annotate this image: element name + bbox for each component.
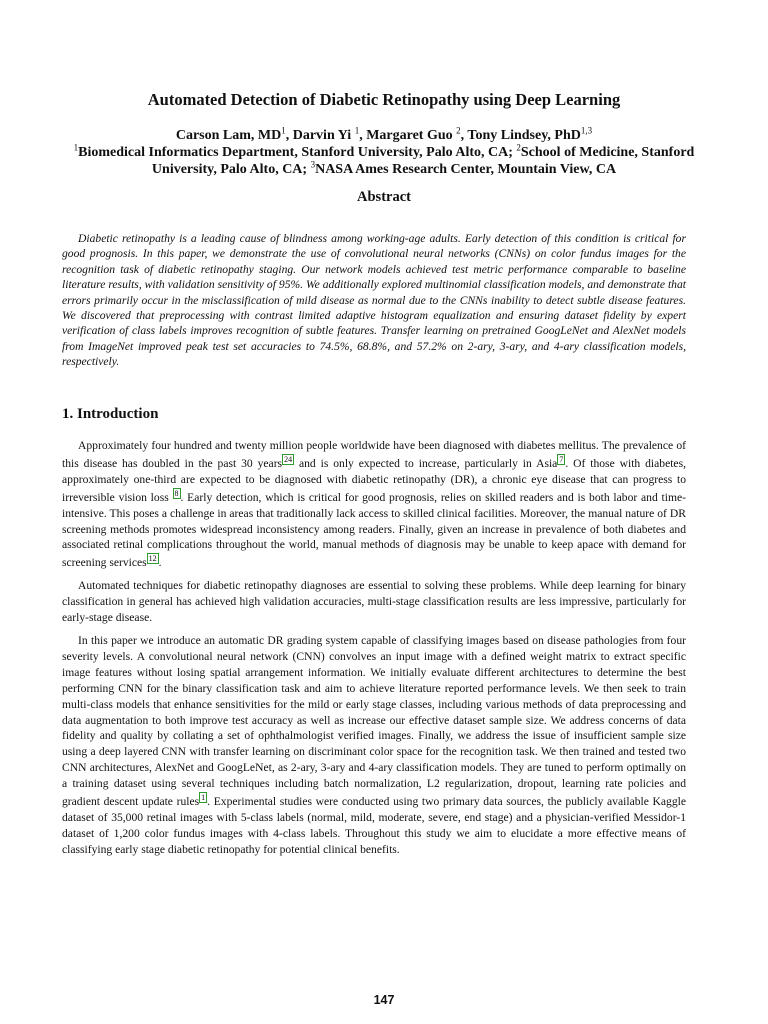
author-separator: , [285,128,293,143]
author-affiliation-mark: 1 [354,125,360,136]
citation-link[interactable]: 8 [174,488,179,498]
affiliation-text: Biomedical Informatics Department, Stanford University, Palo Alto, CA; [78,145,517,160]
intro-paragraph-2: Automated techniques for diabetic retinopathy diagnoses are essential to solving these problems. While deep learning for binary classification in general has achieved high validation accuracies, multi-stage classification results are less impressive, particularly for early-stage disease. [62,579,686,625]
page-number: 147 [373,993,395,1007]
author-separator: , [359,128,367,143]
author-line [40,127,728,144]
paragraph-text: . Early detection, which is critical for good prognosis, relies on skilled readers and is both labor and time-intensive. This poses a challenge in areas that traditionally lack access to skilled clinical facilities. Moreover, the manual nature of DR screening methods promotes widespread inconsistency among readers. Finally, given an increase in prevalence of both diabetes and associated retinal complications throughout the world, manual methods of diagnosis may be unable to keep apace with demand for screening services [62,490,686,570]
paragraph-text: . Experimental studies were conducted using two primary data sources, the publicly available Kaggle dataset of 35,000 retinal images with 5-class labels (normal, mild, moderate, severe, end stage) and a physician-verified Messidor-1 dataset of 1,200 color fundus images with 4-class labels. Throughout this study we aim to elucidate a more effective means of classifying early stage diabetic retinopathy for potential clinical benefits. [62,795,687,856]
abstract-text: Diabetic retinopathy is a leading cause of blindness among working-age adults. Early detection of this condition is critical for good prognosis. In this paper, we demonstrate the use of convolutional neural networks (CNNs) on color fundus images for the recognition task of diabetic retinopathy staging. Our network models achieved test metric performance comparable to baseline literature results, with validation sensitivity of 95%. We additionally explored multinomial classification models, and demonstrate that errors primarily occur in the misclassification of mild disease as normal due to the CNNs inability to detect subtle disease features. We discovered that preprocessing with contrast limited adaptive histogram equalization and ensuring dataset fidelity by expert verification of class labels improves recognition of subtle features. Transfer learning on pretrained GoogLeNet and AlexNet models from ImageNet improved peak test set accuracies to 74.5%, 68.8%, and 57.2% on 2-ary, 3-ary, and 4-ary classification models, respectively. [62,232,686,369]
author-separator: , [460,128,468,143]
affiliation-text: NASA Ames Research Center, Mountain View, CA [315,162,617,177]
introduction-body [62,438,686,865]
paragraph-text: and is only expected to increase, particularly in Asia [294,456,558,470]
affiliation-mark: 2 [516,142,521,153]
author-name: Carson Lam, MD [175,128,282,143]
author-affiliation-mark: 1 [281,125,286,136]
intro-paragraph-1 [62,438,686,571]
paper-title: Automated Detection of Diabetic Retinopathy using Deep Learning [147,90,621,109]
author-affiliation-mark: 2 [456,125,461,136]
affiliation-mark: 3 [310,159,316,170]
paragraph-text: . [158,556,162,570]
abstract-heading: Abstract [357,189,411,205]
author-affiliation-mark: 1,3 [580,125,593,136]
affiliation-line [40,144,728,178]
affiliation-mark: 1 [73,142,79,153]
citation-link[interactable]: 7 [559,454,564,464]
paragraph-text: In this paper we introduce an automatic DR grading system capable of classifying images based on disease pathologies from four severity levels. A convolutional neural network (CNN) convolves an input image with a defined weight matrix to extract specific image features without losing spatial arrangement information. We initially evaluate different architectures to determine the best performing CNN for the binary classification task and aim to achieve literature reported performance levels. We then seek to train multi-class models that enhance sensitivities for the mild or early stage classes, including various methods of data preprocessing and data augmentation to both improve test accuracy as well as increase our effective dataset sample size. We address concerns of data fidelity and quality by collating a set of ophthalmologist verified images. Finally, we address the issue of insufficient sample size using a deep layered CNN with transfer learning on discriminant color space for the recognition task. We then trained and tested two CNN architectures, AlexNet and GoogLeNet, as 2-ary, 3-ary and 4-ary classification models. They are tuned to perform optimally on a training dataset using several techniques including batch normalization, L2 regularization, dropout, learning rate policies and gradient descent update rules [62,633,686,809]
paragraph-text: . Of those with diabetes, approximately one-third are expected to be diagnosed with diabetic retinopathy (DR), a chronic eye disease that can progress to irreversible vision loss [62,456,686,504]
citation-link[interactable]: 12 [148,554,157,564]
section-heading: 1. Introduction [62,406,159,422]
intro-paragraph-3 [62,633,686,858]
author-block [40,127,728,178]
affiliation-text: School of Medicine, Stanford University, Palo Alto, CA; [151,145,695,177]
citation-link[interactable]: 1 [201,793,206,803]
paragraph-text: Approximately four hundred and twenty million people worldwide have been diagnosed with diabetes mellitus. The prevalence of this disease has doubled in the past 30 years [62,439,686,470]
author-name: Tony Lindsey, PhD [467,128,581,143]
citation-link[interactable]: 24 [284,454,293,464]
author-name: Margaret Guo [366,128,457,143]
author-name: Darvin Yi [292,128,355,143]
